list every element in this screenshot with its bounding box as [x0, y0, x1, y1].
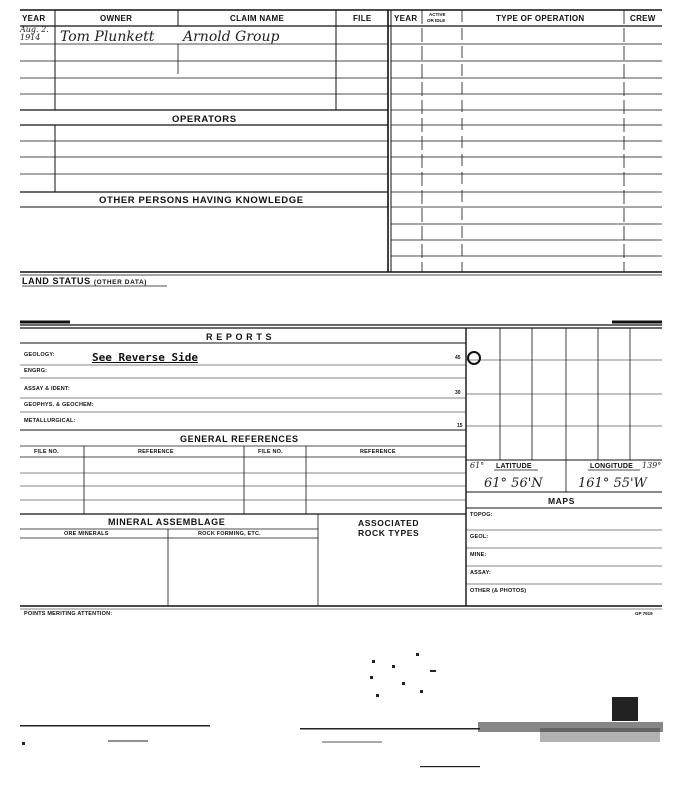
reports-heading: R E P O R T S — [206, 332, 273, 342]
entry-date-month: Aug. 2. — [20, 25, 49, 34]
num-45: 45 — [455, 355, 461, 361]
geology-label: GEOLOGY: — [24, 352, 55, 358]
entry-claim: Arnold Group — [183, 29, 280, 45]
maps-heading: MAPS — [548, 496, 575, 506]
rock-types-label: ROCK TYPES — [358, 528, 420, 538]
latitude-prefix: 61° — [470, 461, 485, 470]
points-meriting-attention: POINTS MERITING ATTENTION: — [24, 611, 113, 617]
col-ore-minerals: ORE MINERALS — [64, 531, 109, 537]
header-claim-name: CLAIM NAME — [230, 14, 285, 23]
header-active: ACTIVE — [429, 12, 446, 17]
general-references-heading: GENERAL REFERENCES — [180, 434, 299, 444]
maps-assay: ASSAY: — [470, 570, 492, 576]
header-file: FILE — [353, 14, 372, 23]
associated-label: ASSOCIATED — [358, 518, 420, 528]
geophys-label: GEOPHYS. & GEOCHEM: — [24, 402, 94, 408]
mineral-assemblage-heading: MINERAL ASSEMBLAGE — [108, 517, 226, 527]
land-status-label — [22, 276, 147, 286]
maps-other: OTHER (& PHOTOS) — [470, 588, 527, 594]
col-file-no: FILE NO. — [34, 449, 59, 455]
maps-mine: MINE: — [470, 552, 487, 558]
assay-label: ASSAY & IDENT: — [24, 386, 70, 392]
operators-heading: OPERATORS — [172, 114, 237, 125]
metallurgical-label: METALLURGICAL: — [24, 418, 76, 424]
latitude-value: 61° 56'N — [484, 476, 543, 491]
header-year-2: YEAR — [394, 14, 418, 23]
entry-date-year: 1914 — [20, 33, 41, 42]
longitude-value: 161° 55'W — [578, 476, 647, 491]
num-15: 15 — [457, 423, 463, 429]
land-status-sub: (OTHER DATA) — [93, 279, 148, 286]
scan-noise — [20, 653, 663, 767]
form-number: GP 7919 — [635, 611, 653, 616]
header-year: YEAR — [22, 14, 46, 23]
land-status-title: LAND STATUS — [22, 276, 91, 286]
longitude-suffix: 139° — [642, 461, 662, 470]
longitude-label: LONGITUDE — [590, 463, 634, 470]
header-crew: CREW — [630, 14, 656, 23]
maps-geol: GEOL: — [470, 534, 489, 540]
stamp-circle — [468, 352, 480, 364]
col-rock-forming: ROCK FORMING, ETC. — [198, 531, 261, 537]
geology-value: See Reverse Side — [92, 351, 198, 364]
engrg-label: ENGRG: — [24, 368, 48, 374]
header-type-of-operation: TYPE OF OPERATION — [496, 14, 585, 23]
col-file-no-2: FILE NO. — [258, 449, 283, 455]
maps-topog: TOPOG: — [470, 512, 493, 518]
header-owner: OWNER — [100, 14, 133, 23]
col-reference: REFERENCE — [138, 449, 174, 455]
latitude-label: LATITUDE — [496, 463, 532, 470]
header-or-idle: OR IDLE — [427, 18, 446, 23]
col-reference-2: REFERENCE — [360, 449, 396, 455]
num-30: 30 — [455, 390, 461, 396]
entry-owner: Tom Plunkett — [60, 29, 155, 45]
other-persons-heading: OTHER PERSONS HAVING KNOWLEDGE — [99, 195, 304, 206]
